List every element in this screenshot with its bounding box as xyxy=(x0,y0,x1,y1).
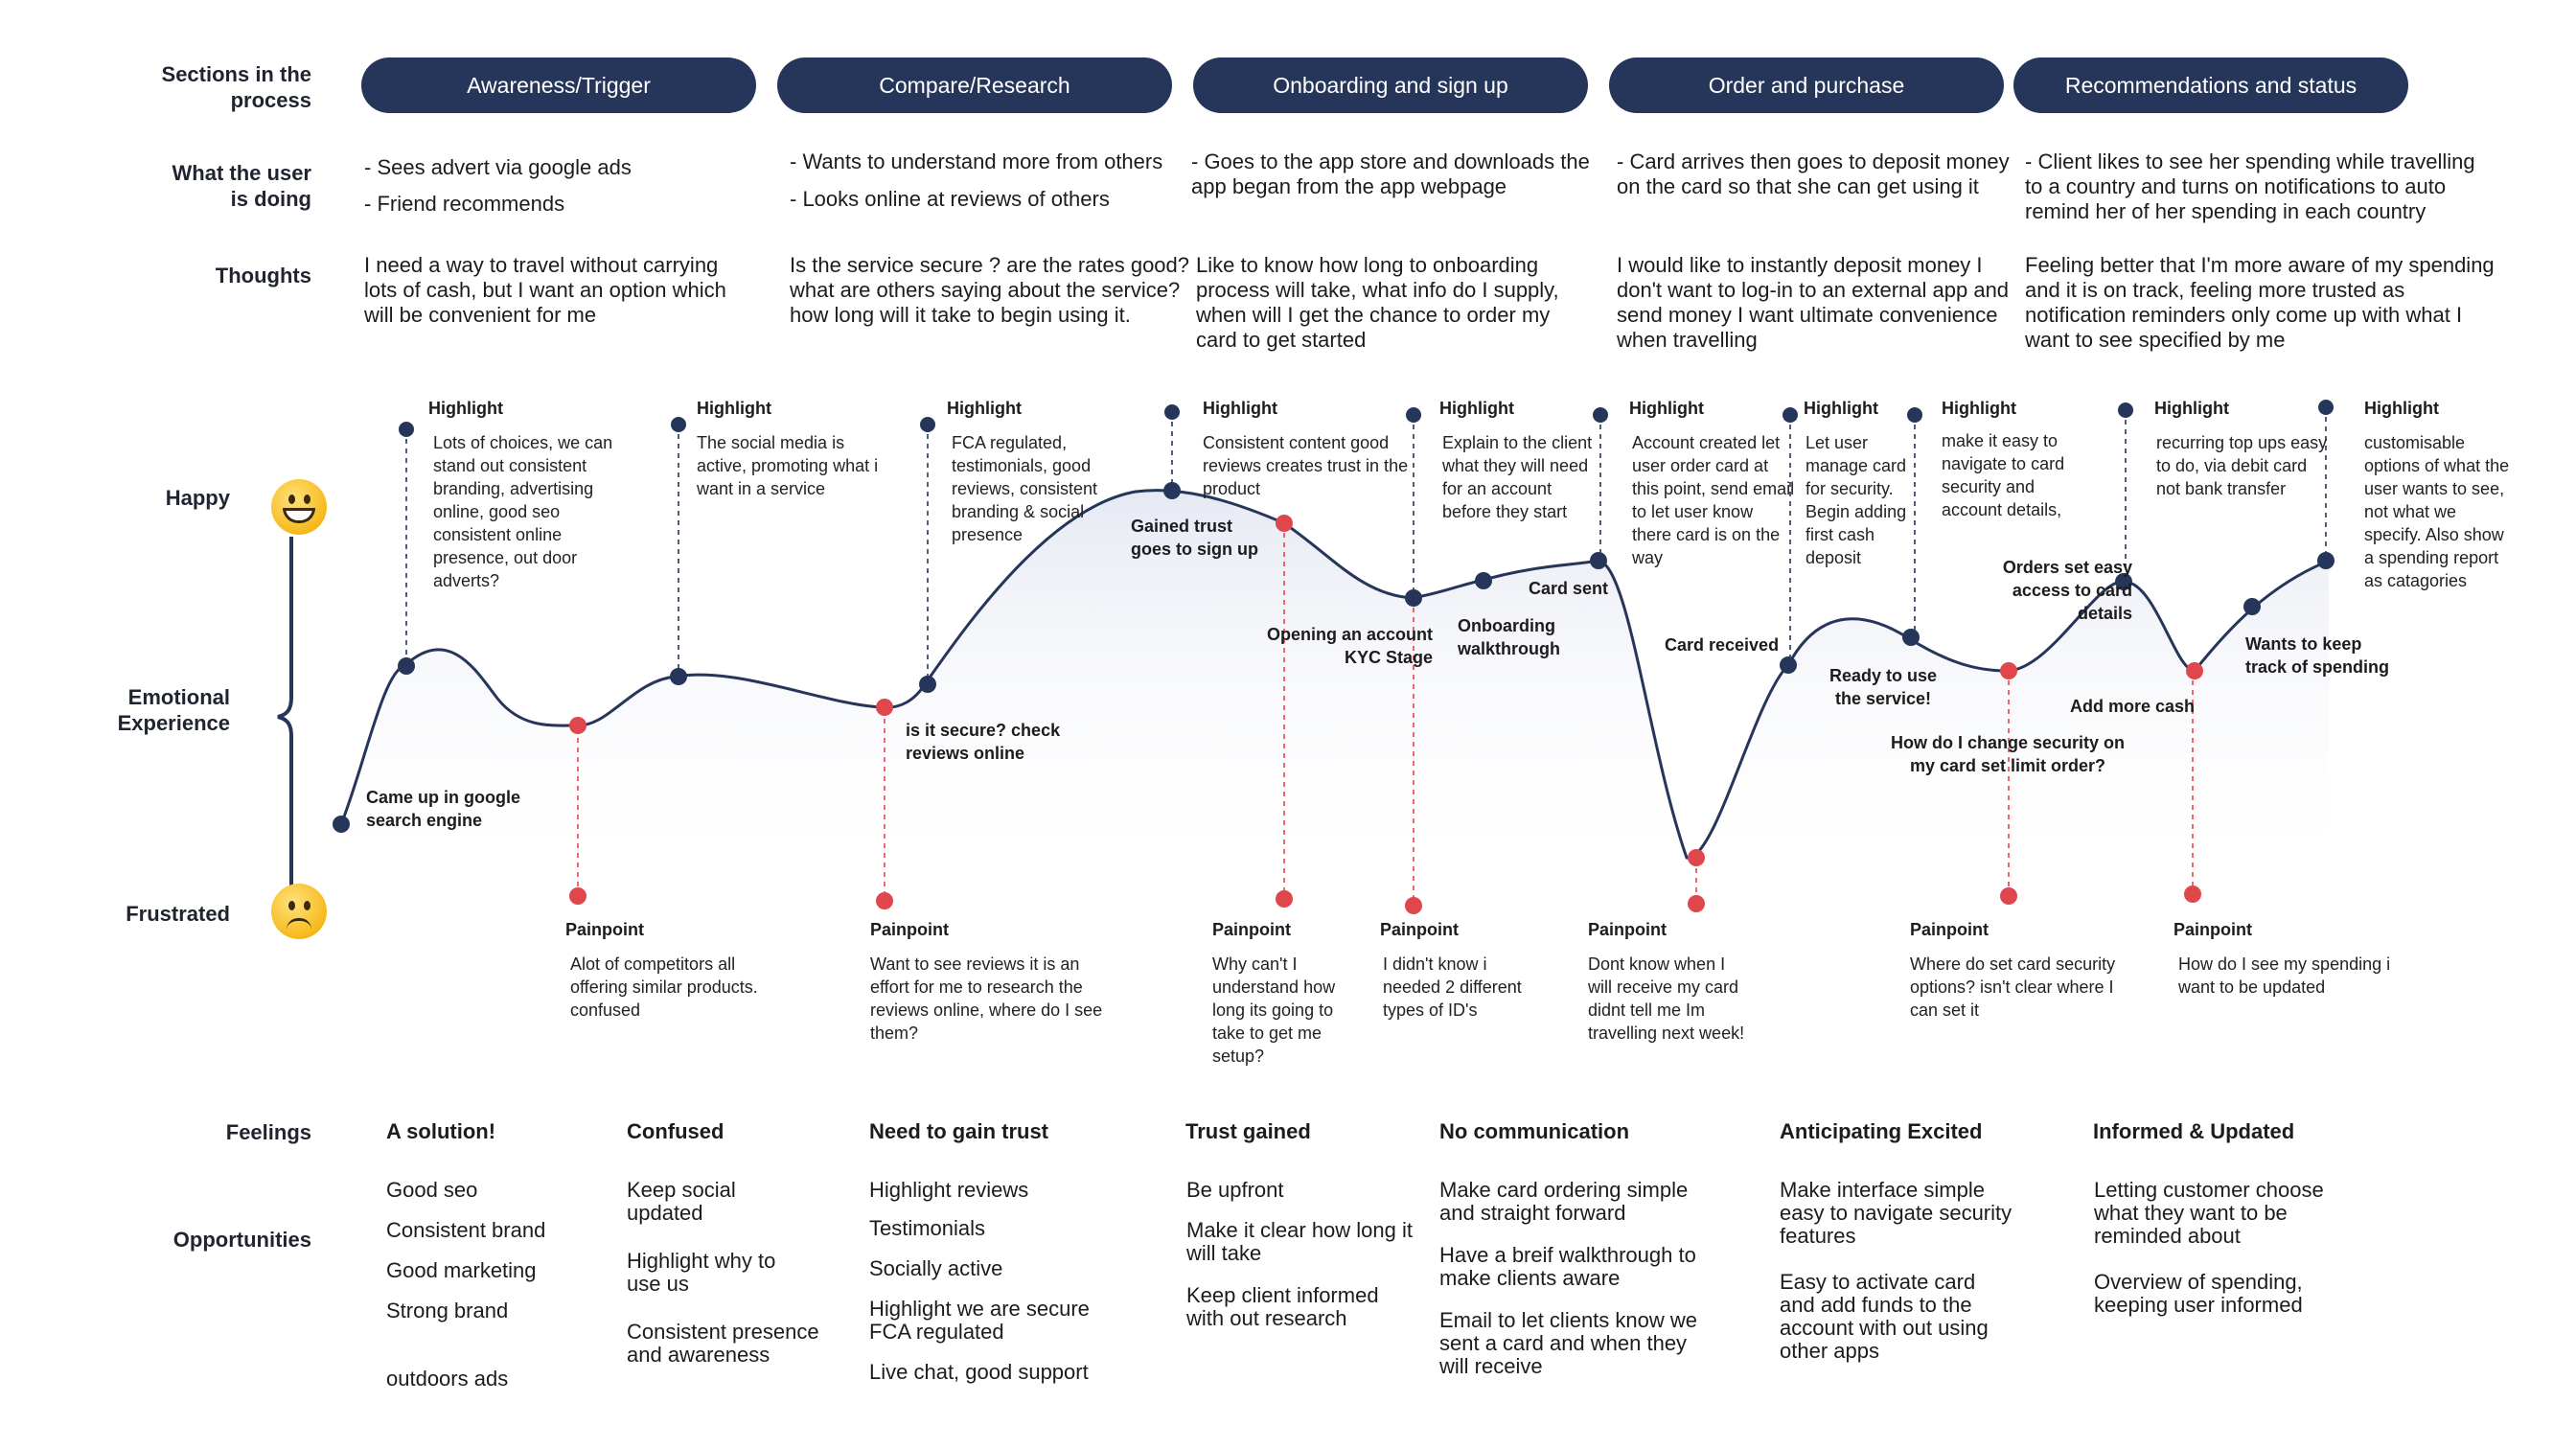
doing-s2b: - Looks online at reviews of others xyxy=(790,187,1110,211)
painpoint-title-5: Painpoint xyxy=(1588,920,1667,939)
opportunity-1-5: outdoors ads xyxy=(386,1367,509,1391)
highlight-text-6: Account created let user order card at this point, send email to let user know there card is on the way xyxy=(1632,433,1795,567)
curve-label-card-sent: Card sent xyxy=(1529,579,1609,598)
opportunity-2-2: Highlight why to use us xyxy=(627,1249,776,1296)
highlight-dot-4 xyxy=(1164,404,1180,420)
thought-s3: Like to know how long to onboarding process will take, what info do I supply, when will I get the chance to order my card to get started xyxy=(1196,253,1559,352)
painpoint-title-1: Painpoint xyxy=(565,920,644,939)
curve-dot-7 xyxy=(1780,656,1797,674)
curve-label-change-security: How do I change security on my card set limit order? xyxy=(1890,733,2126,775)
painpoint-title-2: Painpoint xyxy=(870,920,949,939)
opportunity-1-3: Good marketing xyxy=(386,1258,537,1282)
painpoint-text-2: Want to see reviews it is an effort for me to research the reviews online, where do I see them? xyxy=(870,954,1103,1043)
curve-area xyxy=(341,491,2329,882)
highlight-title-8: Highlight xyxy=(1942,399,2016,418)
highlight-title-7: Highlight xyxy=(1804,399,1878,418)
happy-face-right-eye xyxy=(304,494,310,504)
opportunity-1-4: Strong brand xyxy=(386,1299,509,1322)
curve-dot-start xyxy=(333,816,350,833)
thought-s5: Feeling better that I'm more aware of my spending and it is on track, feeling more trusted as notification reminders only come up with what I want to see specified by me xyxy=(2025,253,2495,352)
feeling-5: No communication xyxy=(1439,1119,1630,1143)
highlight-text-2: The social media is active, promoting what i want in a service xyxy=(697,433,879,498)
sad-face-icon xyxy=(271,884,327,939)
curve-dot-2 xyxy=(670,668,687,685)
curve-red-dot-3 xyxy=(1276,515,1293,532)
highlight-text-1: Lots of choices, we can stand out consistent branding, advertising online, good seo consistent online presence, out door adverts? xyxy=(433,433,613,590)
opportunity-3-2: Testimonials xyxy=(869,1216,986,1240)
section-pill-recommendations: Recommendations and status xyxy=(2013,58,2408,113)
section-pill-awareness: Awareness/Trigger xyxy=(361,58,756,113)
curve-red-dot-1 xyxy=(569,717,586,734)
curve-label-track-spending: Wants to keep track of spending xyxy=(2245,634,2390,677)
curve-red-dot-6 xyxy=(2186,662,2203,679)
highlight-dot-8 xyxy=(1907,407,1922,423)
curve-label-trust: Gained trust goes to sign up xyxy=(1131,517,1258,559)
curve-label-ready: Ready to use the service! xyxy=(1828,666,1938,708)
opportunity-7-1: Letting customer choose what they want to be reminded about xyxy=(2094,1178,2324,1248)
feeling-6: Anticipating Excited xyxy=(1780,1119,1983,1143)
sad-face-left-eye xyxy=(288,901,295,910)
painpoint-text-3: Why can't I understand how long its going to take to get me setup? xyxy=(1212,954,1336,1066)
painpoint-dot-1 xyxy=(569,887,586,905)
curve-label-walkthrough: Onboarding walkthrough xyxy=(1458,616,1560,658)
highlight-text-4: Consistent content good reviews creates trust in the product xyxy=(1203,433,1409,498)
opportunity-3-4: Highlight we are secure FCA regulated xyxy=(869,1297,1090,1344)
row-label-doing-text: What the user is doing xyxy=(172,161,311,211)
opportunity-4-1: Be upfront xyxy=(1186,1178,1284,1202)
painpoint-dot-2 xyxy=(876,892,893,909)
thought-s1: I need a way to travel without carrying lots of cash, but I want an option which will be convenient for me xyxy=(364,253,726,327)
opportunity-2-3: Consistent presence and awareness xyxy=(627,1320,819,1367)
curve-red-dot-2 xyxy=(876,699,893,716)
sad-face-mouth xyxy=(287,918,311,930)
highlight-title-1: Highlight xyxy=(428,399,503,418)
feeling-3: Need to gain trust xyxy=(869,1119,1049,1143)
axis-bracket-brace xyxy=(278,698,291,736)
curve-dot-8 xyxy=(1902,629,1920,646)
doing-s5: - Client likes to see her spending while travelling to a country and turns on notifications to auto remind her of her spending in each country xyxy=(2025,150,2475,223)
thought-s2: Is the service secure ? are the rates good? what are others saying about the service? how long will it take to begin using it. xyxy=(790,253,1190,327)
painpoint-dot-5 xyxy=(1688,895,1705,912)
thought-s4: I would like to instantly deposit money I don't want to log-in to an external app and send money I want ultimate convenience when travelling xyxy=(1617,253,2010,352)
opportunity-1-2: Consistent brand xyxy=(386,1218,546,1242)
curve-label-card-received: Card received xyxy=(1665,635,1780,655)
highlight-text-10: customisable options of what the user wants to see, not what we specify. Also show a spending report as catagories xyxy=(2364,433,2510,590)
happy-face-icon xyxy=(271,479,327,535)
curve-dot-track xyxy=(2243,598,2261,615)
highlight-title-6: Highlight xyxy=(1629,399,1704,418)
highlight-dot-1 xyxy=(399,422,414,437)
highlight-title-4: Highlight xyxy=(1203,399,1277,418)
row-label-happy: Happy xyxy=(165,486,230,510)
painpoint-title-6: Painpoint xyxy=(1910,920,1989,939)
opportunity-7-2: Overview of spending, keeping user informed xyxy=(2094,1270,2303,1317)
painpoint-dot-3 xyxy=(1276,890,1293,908)
painpoint-title-4: Painpoint xyxy=(1380,920,1459,939)
row-label-feelings: Feelings xyxy=(225,1120,311,1144)
opportunity-6-1: Make interface simple easy to navigate security features xyxy=(1780,1178,2012,1248)
highlight-title-2: Highlight xyxy=(697,399,771,418)
curve-dot-5 xyxy=(1405,589,1422,607)
highlight-dot-10 xyxy=(2318,400,2334,415)
highlight-title-10: Highlight xyxy=(2364,399,2439,418)
opportunity-5-1: Make card ordering simple and straight forward xyxy=(1439,1178,1689,1225)
highlight-title-5: Highlight xyxy=(1439,399,1514,418)
doing-s1b: - Friend recommends xyxy=(364,192,565,216)
opportunity-6-2: Easy to activate card and add funds to the account with out using other apps xyxy=(1780,1270,1989,1363)
highlight-title-3: Highlight xyxy=(947,399,1022,418)
row-label-sections-text: Sections in the process xyxy=(161,62,311,112)
sad-face-right-eye xyxy=(304,901,310,910)
opportunity-3-5: Live chat, good support xyxy=(869,1360,1089,1384)
doing-s1a: - Sees advert via google ads xyxy=(364,155,632,179)
row-label-thoughts: Thoughts xyxy=(215,264,311,288)
doing-s4: - Card arrives then goes to deposit money on the card so that she can get using it xyxy=(1617,150,2010,198)
highlight-dot-6 xyxy=(1593,407,1608,423)
highlight-dot-9 xyxy=(2118,402,2133,418)
painpoint-text-4: I didn't know i needed 2 different types of ID's xyxy=(1383,954,1522,1020)
opportunity-3-1: Highlight reviews xyxy=(869,1178,1029,1202)
curve-dot-3 xyxy=(919,676,936,693)
section-pill-onboarding: Onboarding and sign up xyxy=(1193,58,1588,113)
highlight-text-9: recurring top ups easy to do, via debit card not bank transfer xyxy=(2156,433,2328,498)
curve-dot-onboarding xyxy=(1475,572,1492,589)
curve-red-dot-4 xyxy=(1688,849,1705,866)
highlight-text-5: Explain to the client what they will need for an account before they start xyxy=(1442,433,1593,521)
opportunity-4-2: Make it clear how long it will take xyxy=(1186,1218,1413,1265)
curve-dot-6 xyxy=(1590,552,1607,569)
painpoint-dot-7 xyxy=(2184,886,2201,903)
feeling-7: Informed & Updated xyxy=(2093,1119,2295,1143)
curve-dot-10 xyxy=(2317,552,2334,569)
highlight-text-3: FCA regulated, testimonials, good reviews, consistent branding & social presence xyxy=(952,433,1098,544)
happy-face-mouth xyxy=(283,508,315,523)
highlight-title-9: Highlight xyxy=(2154,399,2229,418)
feeling-1: A solution! xyxy=(386,1119,496,1143)
feeling-2: Confused xyxy=(627,1119,724,1143)
curve-label-secure: is it secure? check reviews online xyxy=(906,721,1061,763)
happy-face-left-eye xyxy=(288,494,295,504)
opportunity-1-1: Good seo xyxy=(386,1178,478,1202)
painpoint-title-3: Painpoint xyxy=(1212,920,1291,939)
painpoint-dot-6 xyxy=(2000,887,2017,905)
curve-dot-4 xyxy=(1163,482,1181,499)
curve-label-kyc: Opening an account KYC Stage xyxy=(1266,625,1433,667)
curve-red-dot-5 xyxy=(2000,662,2017,679)
opportunity-2-1: Keep social updated xyxy=(627,1178,736,1225)
row-label-opportunities: Opportunities xyxy=(172,1228,311,1252)
opportunity-4-3: Keep client informed with out research xyxy=(1186,1283,1379,1330)
curve-dot-1 xyxy=(398,657,415,675)
painpoint-dot-4 xyxy=(1405,897,1422,914)
opportunity-3-3: Socially active xyxy=(869,1256,1003,1280)
doing-s3: - Goes to the app store and downloads the app began from the app webpage xyxy=(1191,150,1590,198)
painpoint-text-7: How do I see my spending i want to be updated xyxy=(2178,954,2391,997)
opportunity-5-3: Email to let clients know we sent a card and when they will receive xyxy=(1439,1308,1697,1378)
section-pill-compare: Compare/Research xyxy=(777,58,1172,113)
curve-label-orders-set: Orders set easy access to card details xyxy=(2002,558,2132,623)
row-label-frustrated: Frustrated xyxy=(126,902,230,926)
highlight-dot-7 xyxy=(1782,407,1798,423)
highlight-dot-3 xyxy=(920,417,935,432)
row-label-emotional-text: Emotional Experience xyxy=(117,685,230,735)
painpoint-text-6: Where do set card security options? isn't clear where I can set it xyxy=(1910,954,2116,1020)
painpoint-text-5: Dont know when I will receive my card didnt tell me Im travelling next week! xyxy=(1588,954,1745,1043)
section-pill-order: Order and purchase xyxy=(1609,58,2004,113)
highlight-text-8: make it easy to navigate to card security and account details, xyxy=(1942,431,2065,519)
curve-label-google: Came up in google search engine xyxy=(366,788,521,830)
highlight-text-7: Let user manage card for security. Begin adding first cash deposit xyxy=(1806,433,1907,567)
opportunity-5-2: Have a breif walkthrough to make clients aware xyxy=(1439,1243,1696,1290)
highlight-dot-2 xyxy=(671,417,686,432)
painpoint-text-1: Alot of competitors all offering similar products. confused xyxy=(570,954,758,1020)
curve-label-add-cash: Add more cash xyxy=(2070,697,2196,716)
painpoint-title-7: Painpoint xyxy=(2174,920,2252,939)
highlight-dot-5 xyxy=(1406,407,1421,423)
feeling-4: Trust gained xyxy=(1185,1119,1311,1143)
doing-s2a: - Wants to understand more from others xyxy=(790,150,1163,173)
